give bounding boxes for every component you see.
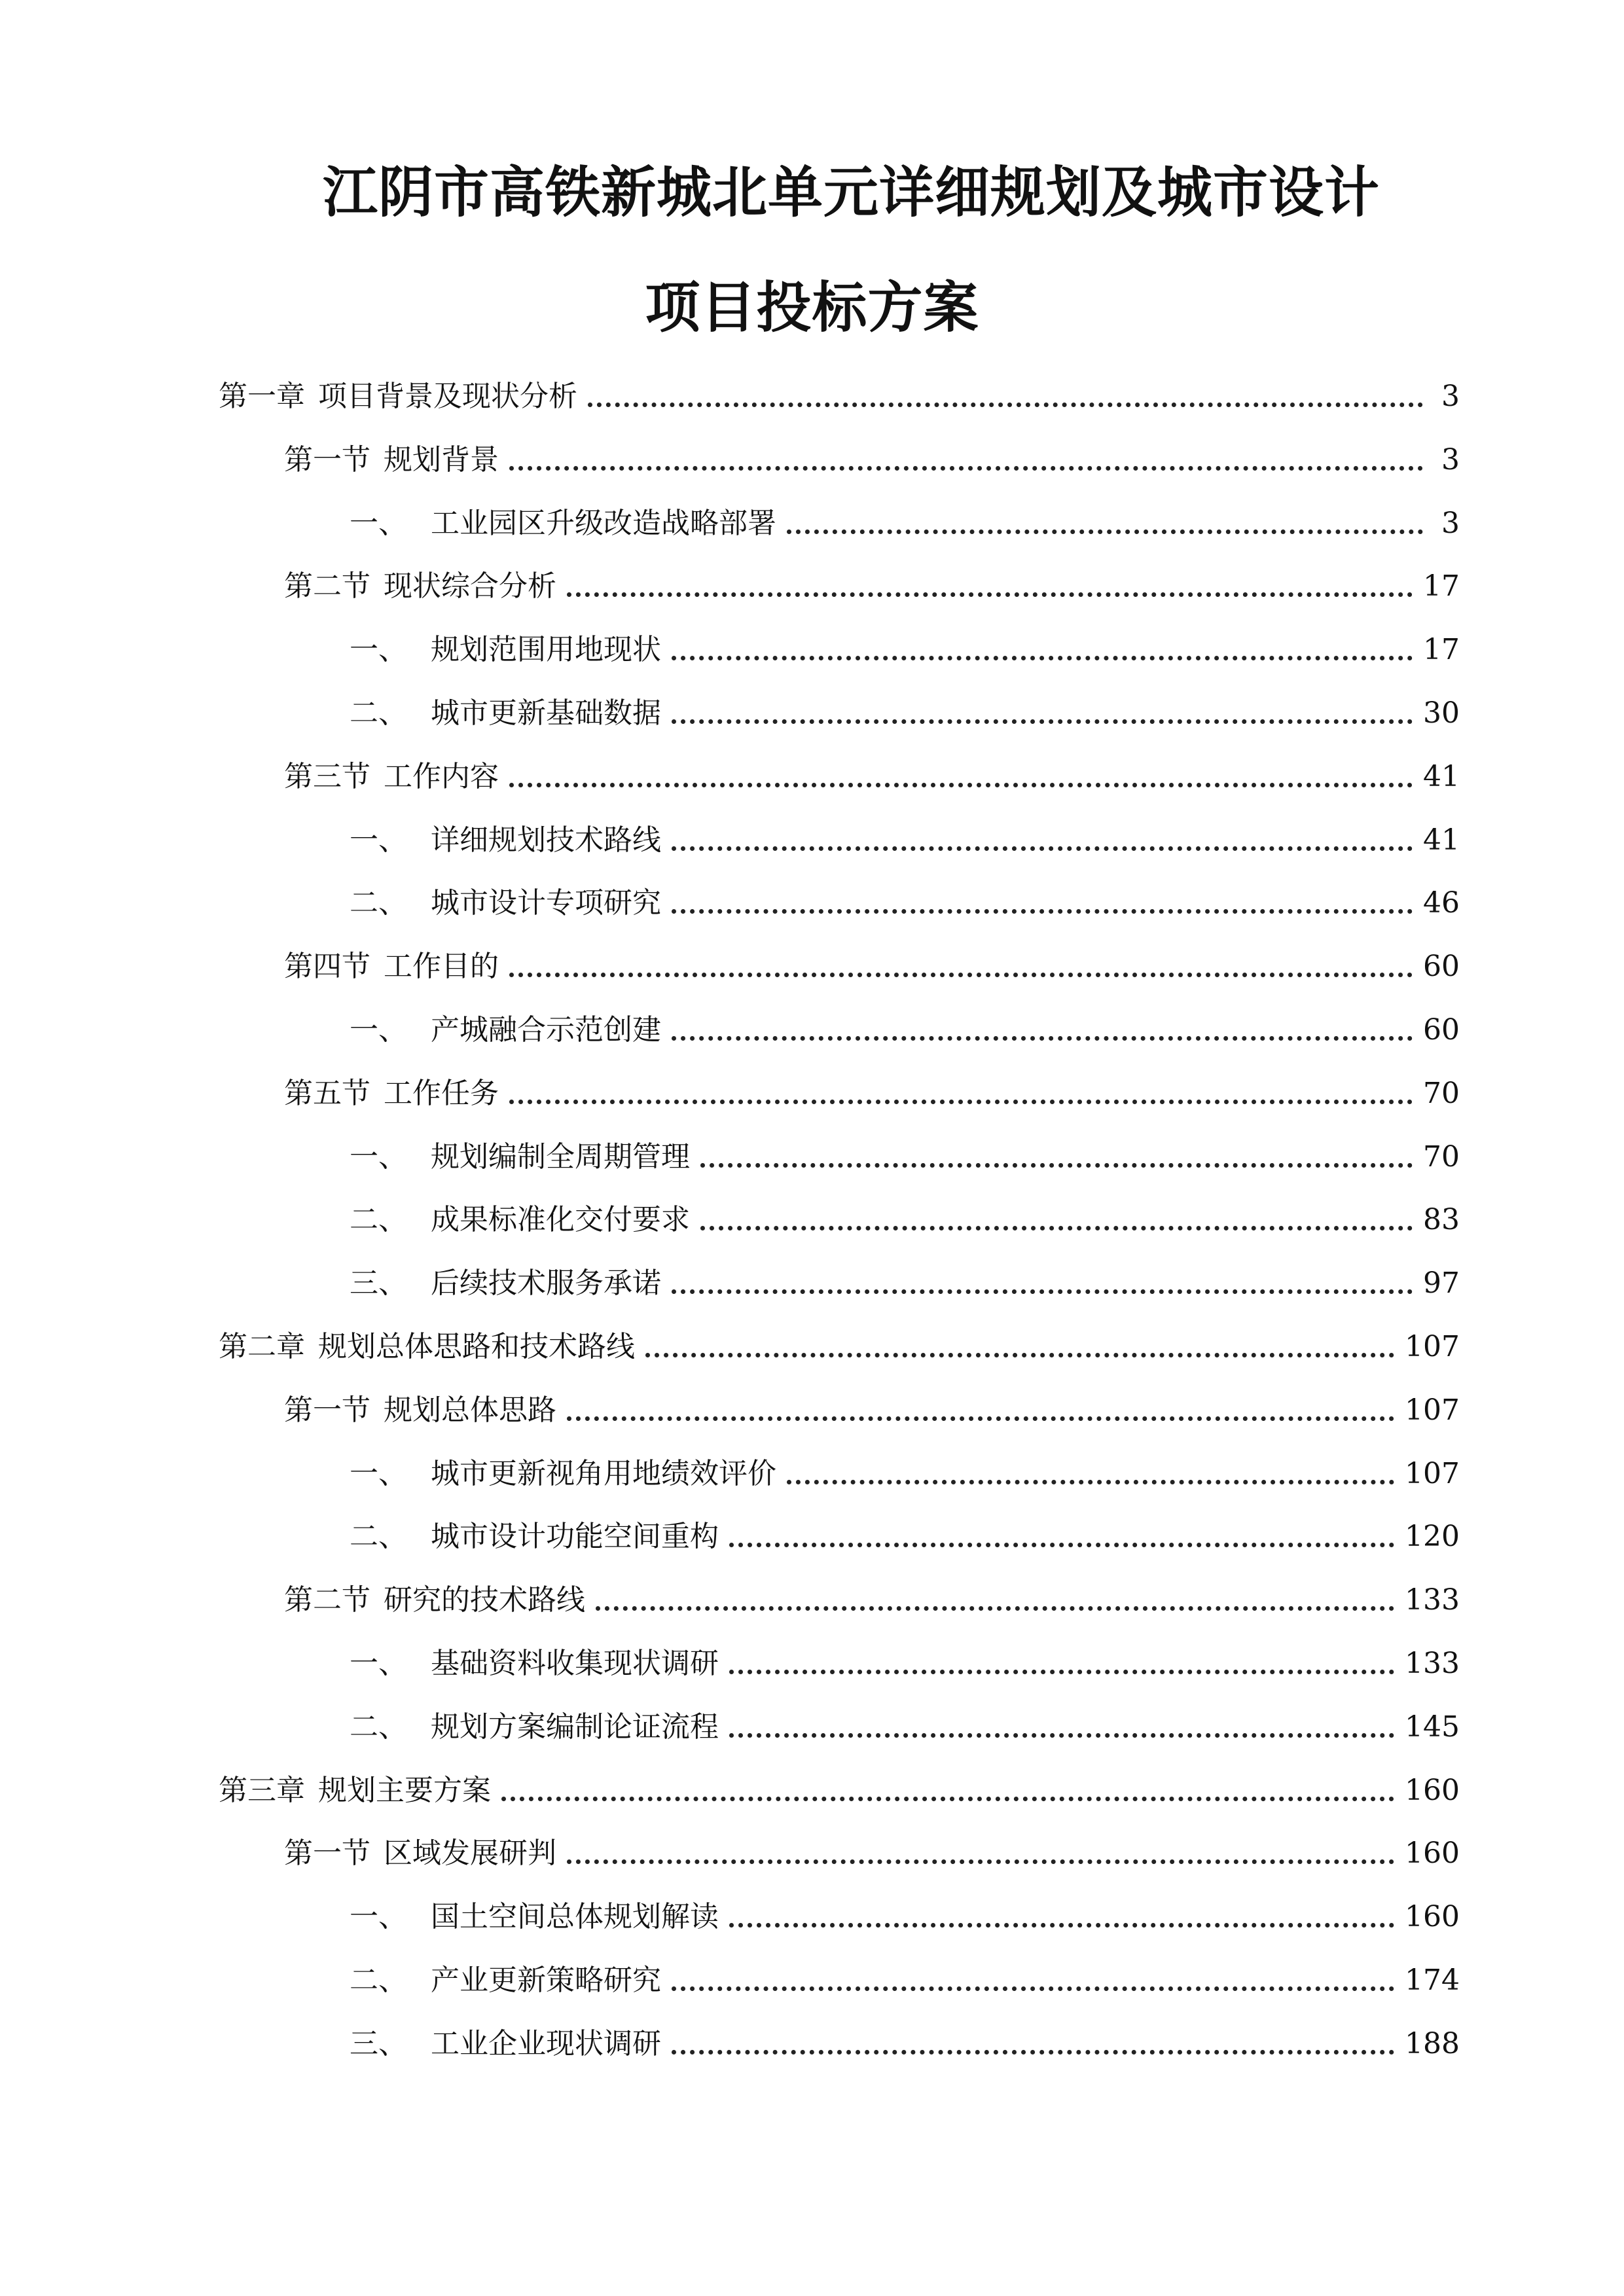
toc-entry-number: 第五节 [284,1076,370,1110]
toc-dot-leader [672,1289,1413,1294]
toc-entry-level-3[interactable] [350,817,1460,864]
toc-dot-leader [509,973,1413,977]
toc-entry-text: 规划总体思路 [384,1393,556,1427]
toc-entry-label [219,373,577,420]
toc-entry-page-number: 83 [1423,1203,1460,1237]
toc-entry-number: 第一章 [219,380,305,413]
toc-entry-page-number: 3 [1441,442,1460,476]
toc-entry-page-number: 3 [1441,380,1460,413]
toc-entry-label [350,2020,661,2068]
toc-dot-leader [567,1859,1394,1864]
toc-entry-label [350,1007,661,1054]
toc-dot-leader [588,403,1423,407]
toc-entry-gap [407,2020,431,2068]
toc-entry-gap [370,1070,384,1117]
toc-entry-text: 城市设计专项研究 [431,886,661,920]
document-title-line-2: 项目投标方案 [645,275,979,340]
document-title-line-1: 江阴市高铁新城北单元详细规划及城市设计 [322,160,1380,224]
toc-entry-level-2[interactable] [284,1577,1460,1624]
toc-entry-text: 工作内容 [384,759,499,793]
toc-entry-gap [407,690,431,737]
toc-dot-leader [596,1606,1394,1611]
toc-entry-level-3[interactable] [350,1640,1460,1687]
toc-entry-gap [305,1323,318,1371]
toc-entry-level-1[interactable] [219,1767,1460,1814]
toc-entry-level-1[interactable] [219,1323,1460,1371]
toc-entry-level-3[interactable] [350,1196,1460,1244]
toc-entry-label [350,1450,776,1498]
toc-entry-text: 规划背景 [384,442,499,476]
toc-entry-number: 一、 [350,633,407,667]
toc-dot-leader [700,1163,1413,1168]
toc-entry-gap [305,373,318,420]
toc-entry-page-number: 145 [1405,1710,1460,1744]
toc-entry-text: 产业更新策略研究 [431,1964,661,1997]
toc-entry-page-number: 120 [1405,1520,1460,1554]
toc-entry-page-number: 41 [1423,759,1460,793]
toc-entry-gap [407,1893,431,1941]
toc-dot-leader [645,1353,1394,1357]
toc-entry-number: 第四节 [284,950,370,984]
toc-entry-gap [407,1450,431,1498]
toc-entry-label [350,1893,719,1941]
toc-entry-level-2[interactable] [284,563,1460,610]
toc-entry-gap [407,626,431,673]
toc-dot-leader [567,1416,1394,1421]
toc-entry-number: 三、 [350,1266,407,1300]
toc-entry-page-number: 3 [1441,506,1460,540]
toc-dot-leader [729,1923,1394,1928]
toc-entry-label [284,943,499,990]
toc-dot-leader [672,846,1413,851]
toc-entry-gap [407,1513,431,1560]
toc-entry-number: 二、 [350,1710,407,1744]
toc-entry-label [219,1767,491,1814]
toc-entry-level-3[interactable] [350,1893,1460,1941]
toc-entry-label [284,1830,556,1877]
toc-entry-label [350,880,661,927]
toc-entry-text: 规划总体思路和技术路线 [318,1330,635,1363]
toc-entry-gap [370,1830,384,1877]
toc-dot-leader [672,1036,1413,1041]
toc-dot-leader [672,656,1413,660]
toc-entry-gap [407,1640,431,1687]
toc-entry-text: 工作目的 [384,950,499,984]
toc-entry-gap [407,1007,431,1054]
toc-entry-page-number: 60 [1423,950,1460,984]
toc-entry-number: 第二节 [284,569,370,603]
toc-entry-gap [370,753,384,800]
toc-entry-text: 规划方案编制论证流程 [431,1710,719,1744]
toc-entry-page-number: 41 [1423,823,1460,857]
toc-entry-text: 研究的技术路线 [384,1583,585,1617]
toc-entry-level-2[interactable] [284,1387,1460,1434]
toc-entry-number: 二、 [350,1964,407,1997]
toc-entry-text: 规划编制全周期管理 [431,1139,690,1174]
toc-entry-level-3[interactable] [350,1134,1460,1181]
toc-dot-leader [787,529,1423,534]
toc-entry-label [350,1640,719,1687]
toc-entry-number: 第二章 [219,1330,305,1363]
toc-dot-leader [509,466,1423,471]
toc-entry-gap [407,817,431,864]
toc-entry-level-1[interactable] [219,373,1460,420]
toc-entry-text: 规划范围用地现状 [431,633,661,667]
toc-entry-gap [407,1196,431,1244]
toc-entry-level-3[interactable] [350,626,1460,673]
toc-entry-level-3[interactable] [350,690,1460,737]
toc-entry-page-number: 70 [1423,1139,1460,1174]
toc-entry-number: 二、 [350,1520,407,1554]
toc-entry-label [284,1577,585,1624]
toc-dot-leader [700,1226,1413,1230]
toc-entry-text: 城市设计功能空间重构 [431,1520,719,1554]
toc-entry-page-number: 160 [1405,1773,1460,1807]
toc-entry-number: 第一节 [284,442,370,476]
toc-entry-text: 成果标准化交付要求 [431,1203,690,1237]
toc-entry-level-3[interactable] [350,500,1460,547]
toc-entry-label [350,626,661,673]
toc-entry-gap [370,1387,384,1434]
toc-entry-level-3[interactable] [350,1450,1460,1498]
toc-entry-text: 后续技术服务承诺 [431,1266,661,1300]
toc-entry-text: 项目背景及现状分析 [318,380,577,413]
toc-entry-gap [407,1260,431,1307]
toc-entry-page-number: 133 [1405,1583,1460,1617]
toc-entry-page-number: 133 [1405,1647,1460,1680]
toc-entry-label [350,1260,661,1307]
toc-entry-number: 二、 [350,1203,407,1237]
toc-dot-leader [509,783,1413,787]
toc-entry-label [350,817,661,864]
toc-entry-page-number: 97 [1423,1266,1460,1300]
toc-entry-text: 工作任务 [384,1076,499,1110]
toc-entry-text: 工业园区升级改造战略部署 [431,506,776,540]
toc-entry-text: 城市更新视角用地绩效评价 [431,1456,776,1490]
toc-entry-number: 一、 [350,1900,407,1934]
toc-dot-leader [729,1543,1394,1547]
toc-entry-text: 产城融合示范创建 [431,1013,661,1047]
toc-dot-leader [672,2050,1394,2054]
toc-entry-number: 一、 [350,506,407,540]
toc-entry-level-3[interactable] [350,1704,1460,1751]
toc-entry-level-2[interactable] [284,1070,1460,1117]
toc-entry-label [219,1323,635,1371]
toc-entry-page-number: 107 [1405,1456,1460,1490]
toc-entry-number: 第一节 [284,1837,370,1871]
toc-entry-text: 工业企业现状调研 [431,2026,661,2060]
toc-entry-text: 区域发展研判 [384,1837,556,1871]
toc-entry-gap [370,1577,384,1624]
toc-entry-label [284,1387,556,1434]
toc-entry-number: 第三章 [219,1773,305,1807]
toc-entry-gap [407,1134,431,1181]
toc-entry-level-3[interactable] [350,1260,1460,1307]
toc-dot-leader [509,1100,1413,1104]
toc-entry-label [350,690,661,737]
toc-dot-leader [672,1986,1394,1991]
toc-entry-label [350,1704,719,1751]
toc-entry-page-number: 160 [1405,1837,1460,1871]
toc-entry-level-2[interactable] [284,1830,1460,1877]
toc-entry-page-number: 174 [1405,1964,1460,1997]
toc-entry-text: 规划主要方案 [318,1773,491,1807]
toc-dot-leader [672,909,1413,914]
toc-entry-page-number: 107 [1405,1330,1460,1363]
toc-entry-number: 一、 [350,1456,407,1490]
toc-entry-text: 详细规划技术路线 [431,823,661,857]
toc-entry-text: 基础资料收集现状调研 [431,1647,719,1680]
toc-entry-text: 现状综合分析 [384,569,556,603]
toc-entry-page-number: 60 [1423,1013,1460,1047]
toc-entry-page-number: 30 [1423,696,1460,730]
toc-entry-page-number: 46 [1423,886,1460,920]
toc-entry-number: 三、 [350,2026,407,2060]
toc-entry-gap [407,880,431,927]
toc-entry-text: 国土空间总体规划解读 [431,1900,719,1934]
toc-dot-leader [729,1733,1394,1738]
toc-entry-level-3[interactable] [350,1957,1460,2004]
toc-entry-label [284,563,556,610]
toc-entry-number: 一、 [350,823,407,857]
toc-entry-level-2[interactable] [284,753,1460,800]
toc-entry-level-2[interactable] [284,943,1460,990]
toc-dot-leader [787,1480,1394,1484]
toc-entry-text: 城市更新基础数据 [431,696,661,730]
toc-entry-gap [370,943,384,990]
toc-entry-label [350,1196,690,1244]
toc-entry-level-3[interactable] [350,880,1460,927]
toc-entry-label [350,1134,690,1181]
toc-entry-gap [407,500,431,547]
toc-entry-label [350,1513,719,1560]
toc-entry-gap [305,1767,318,1814]
toc-entry-gap [407,1704,431,1751]
toc-entry-label [284,1070,499,1117]
toc-entry-number: 二、 [350,696,407,730]
toc-dot-leader [729,1670,1394,1674]
toc-entry-number: 第三节 [284,759,370,793]
toc-entry-level-3[interactable] [350,1007,1460,1054]
toc-entry-page-number: 70 [1423,1076,1460,1110]
toc-entry-page-number: 17 [1423,633,1460,667]
toc-entry-number: 第一节 [284,1393,370,1427]
toc-entry-label [350,500,776,547]
toc-entry-label [284,753,499,800]
toc-entry-number: 第二节 [284,1583,370,1617]
toc-entry-level-3[interactable] [350,2020,1460,2068]
toc-entry-page-number: 188 [1405,2026,1460,2060]
toc-entry-number: 一、 [350,1013,407,1047]
toc-entry-page-number: 160 [1405,1900,1460,1934]
toc-dot-leader [567,592,1413,597]
toc-entry-number: 一、 [350,1647,407,1680]
toc-entry-page-number: 107 [1405,1393,1460,1427]
toc-entry-level-2[interactable] [284,437,1460,484]
toc-entry-gap [407,1957,431,2004]
toc-entry-number: 一、 [350,1139,407,1174]
toc-entry-page-number: 17 [1423,569,1460,603]
toc-dot-leader [672,719,1413,724]
toc-entry-gap [370,437,384,484]
toc-entry-number: 二、 [350,886,407,920]
toc-entry-gap [370,563,384,610]
toc-entry-label [350,1957,661,2004]
toc-entry-label [284,437,499,484]
toc-entry-level-3[interactable] [350,1513,1460,1560]
toc-dot-leader [501,1797,1394,1801]
